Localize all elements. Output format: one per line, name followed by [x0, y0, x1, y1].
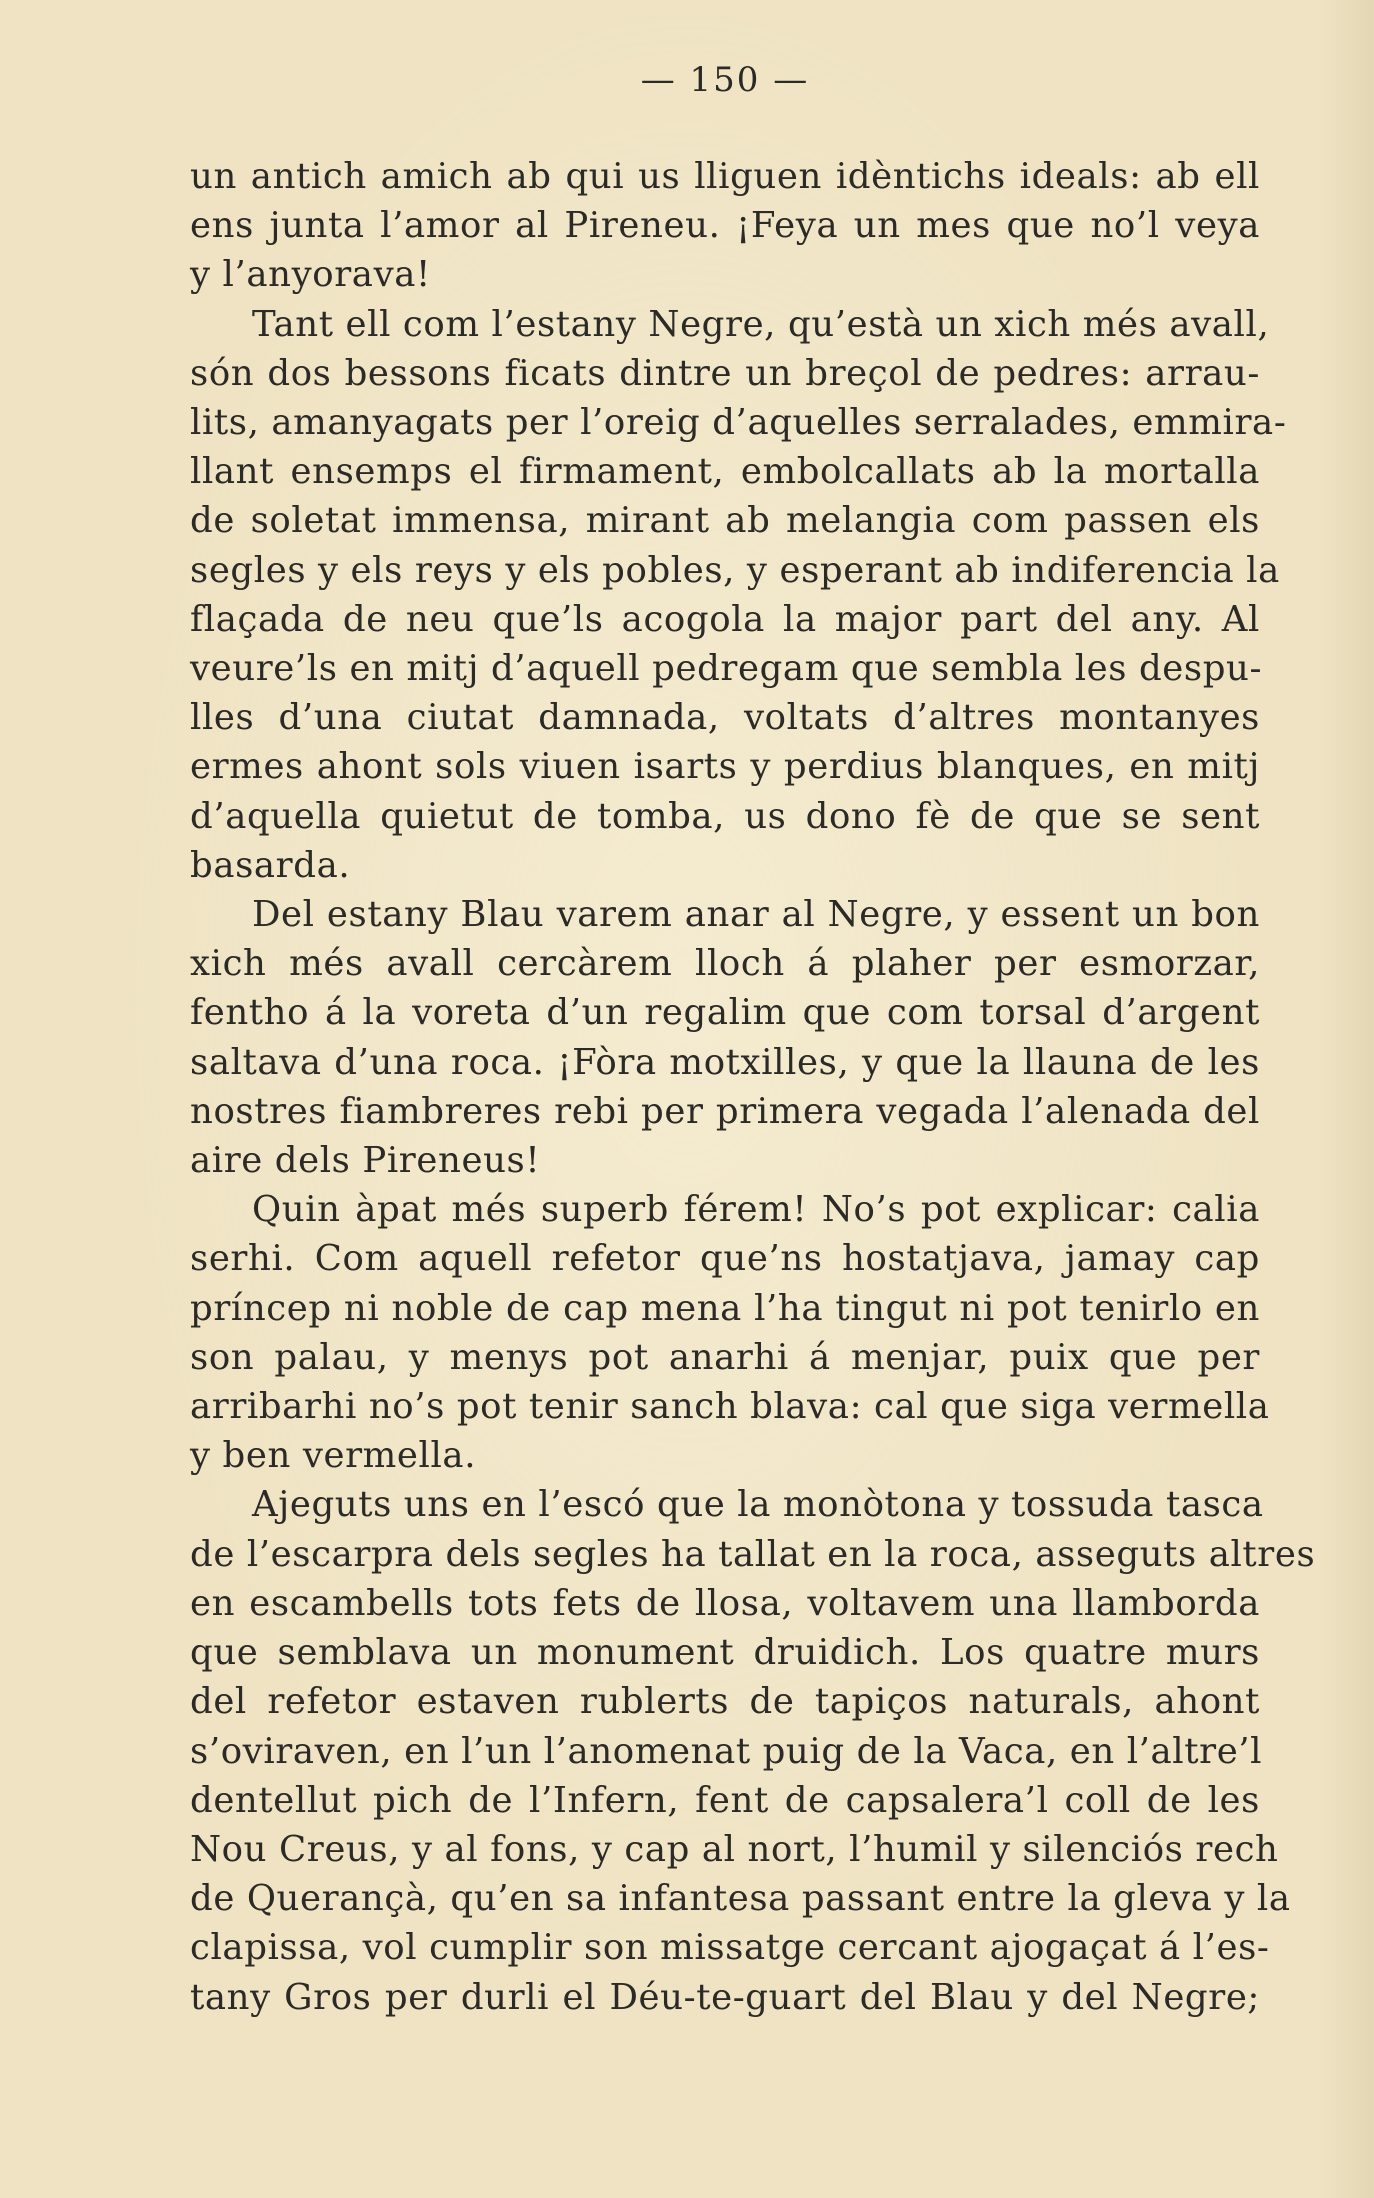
text-line: un antich amich ab qui us lliguen idèntichs ideals: ab ell — [190, 156, 1260, 197]
text-line: fentho á la voreta d’un regalim que com torsal d’argent — [190, 992, 1260, 1034]
text-line: d’aquella quietut de tomba, us dono fè de que se sent — [190, 795, 1260, 837]
body-text — [190, 152, 1316, 2022]
text-line: que semblava un monument druidich. Los quatre murs — [190, 1632, 1260, 1674]
text-line: de soletat immensa, mirant ab melangia com passen els — [190, 500, 1260, 542]
text-line: del refetor estaven rublerts de tapiços naturals, ahont — [190, 1681, 1260, 1723]
page-number: — 150 — — [640, 60, 810, 100]
text-line: Del estany Blau varem anar al Negre, y essent un bon — [252, 894, 1260, 936]
text-line: Ajeguts uns en l’escó que la monòtona y tossuda tasca — [252, 1484, 1264, 1526]
text-line: saltava d’una roca. ¡Fòra motxilles, y que la llauna de les — [190, 1041, 1260, 1083]
text-line: Nou Creus, y al fons, y cap al nort, l’humil y silenciós rech — [190, 1828, 1279, 1870]
text-line: veure’ls en mitj d’aquell pedregam que sembla les despu- — [190, 648, 1263, 690]
text-line: flaçada de neu que’ls acogola la major part del any. Al — [190, 598, 1260, 640]
text-line: de Querançà, qu’en sa infantesa passant entre la gleva y la — [190, 1878, 1291, 1920]
text-line: ens junta l’amor al Pireneu. ¡Feya un mes que no’l veya — [190, 205, 1260, 247]
text-line: lles d’una ciutat damnada, voltats d’altres montanyes — [190, 697, 1260, 739]
text-line: en escambells tots fets de llosa, voltavem una llamborda — [190, 1582, 1260, 1624]
text-line: de l’escarpra dels segles ha tallat en la roca, asseguts altres — [190, 1533, 1316, 1575]
paragraph-3 — [190, 890, 1260, 1185]
text-line: son palau, y menys pot anarhi á menjar, puix que per — [190, 1336, 1260, 1378]
paragraph-5 — [190, 1480, 1316, 2021]
text-line: llant ensemps el firmament, embolcallats ab la mortalla — [190, 451, 1260, 493]
text-line: dentellut pich de l’Infern, fent de capsalera’l coll de les — [190, 1779, 1260, 1821]
paragraph-4 — [190, 1185, 1270, 1480]
text-line: Quin àpat més superb férem! No’s pot explicar: calia — [252, 1189, 1260, 1231]
text-line: clapissa, vol cumplir son missatge cercant ajogaçat á l’es- — [190, 1927, 1270, 1969]
text-line: aire dels Pireneus! — [190, 1140, 541, 1182]
paragraph-2 — [190, 300, 1287, 890]
text-line: xich més avall cercàrem lloch á plaher per esmorzar, — [190, 943, 1260, 985]
paragraph-1 — [190, 152, 1260, 300]
text-line: Tant ell com l’estany Negre, qu’està un xich més avall, — [252, 303, 1270, 345]
text-line: lits, amanyagats per l’oreig d’aquelles serralades, emmira- — [190, 402, 1287, 444]
text-line: s’oviraven, en l’un l’anomenat puig de la Vaca, en l’altre’l — [190, 1730, 1263, 1772]
text-line: arribarhi no’s pot tenir sanch blava: cal que siga vermella — [190, 1386, 1270, 1428]
text-line: serhi. Com aquell refetor que’ns hostatjava, jamay cap — [190, 1238, 1260, 1280]
text-line: y l’anyorava! — [190, 254, 431, 296]
text-line: basarda. — [190, 844, 351, 886]
text-line: són dos bessons ficats dintre un breçol de pedres: arrau- — [190, 352, 1260, 394]
text-line: ermes ahont sols viuen isarts y perdius blanques, en mitj — [190, 746, 1260, 788]
text-line: y ben vermella. — [190, 1435, 477, 1477]
text-line: segles y els reys y els pobles, y esperant ab indiferencia la — [190, 549, 1280, 591]
text-line: nostres fiambreres rebi per primera vegada l’alenada del — [190, 1090, 1260, 1132]
text-line: príncep ni noble de cap mena l’ha tingut ni pot tenirlo en — [190, 1287, 1260, 1329]
text-line: tany Gros per durli el Déu-te-guart del Blau y del Negre; — [190, 1976, 1260, 2018]
